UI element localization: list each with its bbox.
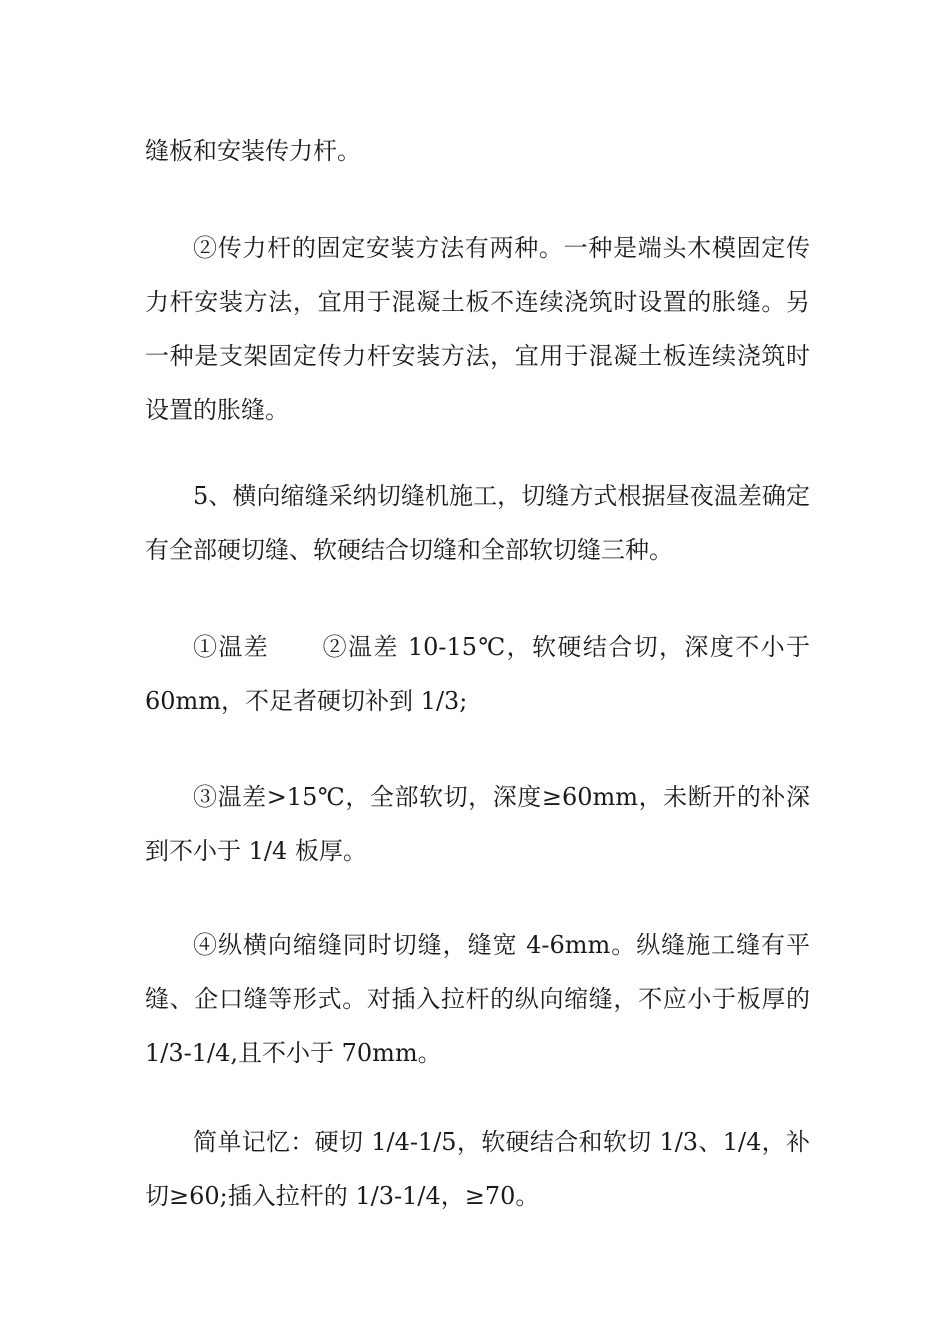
paragraph-4-part-a: ①温差 — [193, 633, 270, 661]
paragraph-2: ②传力杆的固定安装方法有两种。一种是端头木模固定传力杆安装方法，宜用于混凝土板不连续浇筑时设置的胀缝。另一种是支架固定传力杆安装方法，宜用于混凝土板连续浇筑时设置的胀缝。 — [145, 234, 810, 424]
paragraph-4-part-b: ②温差 10-15℃，软硬结合切，深度不小于 60mm，不足者硬切补到 1/3; — [145, 633, 811, 715]
paragraph-3: 5、横向缩缝采纳切缝机施工，切缝方式根据昼夜温差确定有全部硬切缝、软硬结合切缝和全部软切缝三种。 — [145, 482, 810, 564]
paragraph-1: 缝板和安装传力杆。 — [145, 137, 361, 165]
paragraph-5: ③温差>15℃，全部软切，深度≥60mm，未断开的补深到不小于 1/4 板厚。 — [145, 783, 810, 865]
paragraph-6: ④纵横向缩缝同时切缝，缝宽 4-6mm。纵缝施工缝有平缝、企口缝等形式。对插入拉杆的纵向缩缝，不应小于板厚的 1/3-1/4,且不小于 70mm。 — [145, 931, 810, 1067]
paragraph-4 — [145, 620, 810, 728]
paragraph-7: 简单记忆：硬切 1/4-1/5，软硬结合和软切 1/3、1/4，补切≥60;插入拉杆的 1/3-1/4，≥70。 — [145, 1128, 810, 1210]
